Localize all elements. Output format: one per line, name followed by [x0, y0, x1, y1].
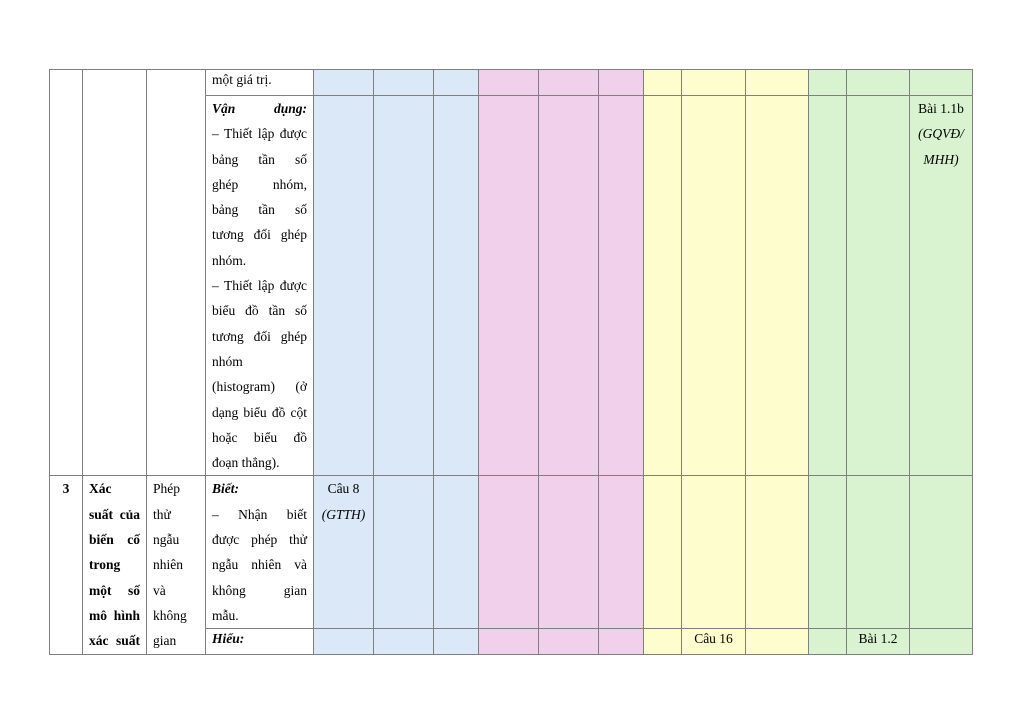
level-heading: Vận dụng:: [212, 101, 307, 116]
unit-line: ngẫu: [153, 532, 180, 548]
level-cell: [809, 476, 847, 629]
level-cell: [314, 96, 374, 476]
content-line: tương đối ghép: [212, 227, 307, 243]
level-cell: [434, 476, 479, 629]
result-cell: [910, 96, 973, 476]
level-cell: [809, 70, 847, 96]
content-line: tương đối ghép: [212, 328, 307, 344]
level-cell: [809, 96, 847, 476]
level-heading: Biết:: [212, 481, 239, 497]
unit-line: Phép: [153, 481, 180, 497]
table-row: [50, 70, 973, 96]
level-cell: [479, 96, 539, 476]
topic-cell: [83, 70, 147, 476]
level-cell: [644, 629, 682, 654]
question-label: Câu 16: [694, 631, 733, 647]
level-cell: [539, 96, 599, 476]
level-cell: [644, 476, 682, 629]
unit-line: thử: [153, 506, 171, 522]
content-line: hoặc biểu đồ: [212, 429, 307, 445]
topic-line: suất của: [89, 506, 140, 522]
level-cell: [809, 629, 847, 654]
topic-line: một số: [89, 582, 140, 598]
content-line: mẫu.: [212, 607, 239, 623]
level-cell: [539, 476, 599, 629]
unit-line: nhiên: [153, 557, 183, 573]
assessment-matrix-table: [49, 69, 973, 655]
content-line: ngẫu nhiên và: [212, 557, 307, 573]
level-cell: [910, 476, 973, 629]
topic-cell: [83, 476, 147, 654]
content-line: – Thiết lập được: [212, 278, 307, 294]
level-cell: [847, 476, 910, 629]
level-cell: [374, 629, 434, 654]
competency-label: MHH): [923, 151, 959, 167]
level-cell: [910, 70, 973, 96]
row-number: 3: [62, 481, 70, 497]
level-cell: [599, 96, 644, 476]
level-cell: [479, 629, 539, 654]
level-cell: [682, 476, 746, 629]
level-cell: [847, 96, 910, 476]
level-cell: [479, 70, 539, 96]
content-cell: [206, 629, 314, 654]
competency-label: (GQVĐ/: [918, 126, 964, 142]
level-cell: [746, 629, 809, 654]
content-cell: [206, 70, 314, 96]
row-number-cell: [50, 70, 83, 476]
row-number-cell: [50, 476, 83, 654]
unit-line: gian: [153, 633, 177, 649]
level-heading: Hiểu:: [212, 631, 245, 647]
content-line: một giá trị.: [212, 72, 272, 87]
level-cell: [434, 629, 479, 654]
topic-line: Xác: [89, 481, 112, 497]
content-line: bảng tần số: [212, 151, 307, 167]
content-line: – Thiết lập được: [212, 126, 307, 142]
result-cell: [682, 629, 746, 654]
level-cell: [434, 70, 479, 96]
level-cell: [644, 70, 682, 96]
content-line: ghép nhóm,: [212, 176, 307, 192]
level-cell: [599, 476, 644, 629]
question-label: Bài 1.2: [858, 631, 898, 647]
level-cell: [434, 96, 479, 476]
topic-line: mô hình: [89, 607, 140, 623]
unit-line: không: [153, 607, 187, 623]
level-cell: [682, 70, 746, 96]
result-cell: [314, 476, 374, 629]
content-cell: [206, 96, 314, 476]
content-line: không gian: [212, 582, 307, 598]
level-cell: [746, 70, 809, 96]
content-line: (histogram) (ở: [212, 379, 307, 395]
content-cell: [206, 476, 314, 629]
level-cell: [374, 70, 434, 96]
topic-line: trong: [89, 557, 121, 573]
level-cell: [539, 629, 599, 654]
level-cell: [599, 70, 644, 96]
level-cell: [910, 629, 973, 654]
result-cell: [847, 629, 910, 654]
level-cell: [479, 476, 539, 629]
unit-line: và: [153, 582, 166, 598]
level-cell: [644, 96, 682, 476]
level-cell: [539, 70, 599, 96]
level-cell: [847, 70, 910, 96]
level-cell: [599, 629, 644, 654]
content-line: nhóm: [212, 353, 243, 369]
content-line: nhóm.: [212, 252, 247, 268]
content-line: bảng tần số: [212, 202, 307, 218]
level-cell: [746, 476, 809, 629]
level-cell: [746, 96, 809, 476]
content-line: được phép thử: [212, 532, 307, 548]
level-cell: [374, 96, 434, 476]
level-cell: [374, 476, 434, 629]
question-label: Bài 1.1b: [918, 101, 964, 116]
content-line: – Nhận biết: [212, 506, 307, 522]
level-cell: [682, 96, 746, 476]
content-line: dạng biểu đồ cột: [212, 404, 307, 420]
level-cell: [314, 70, 374, 96]
content-line: biểu đồ tần số: [212, 303, 307, 319]
unit-cell: [147, 476, 206, 654]
level-cell: [314, 629, 374, 654]
table-row: [50, 476, 973, 629]
question-label: Câu 8: [327, 481, 360, 497]
unit-cell: [147, 70, 206, 476]
competency-label: (GTTH): [321, 506, 366, 522]
topic-line: biến cố: [89, 532, 140, 548]
topic-line: xác suất: [89, 633, 140, 649]
content-line: đoạn thẳng).: [212, 455, 280, 471]
